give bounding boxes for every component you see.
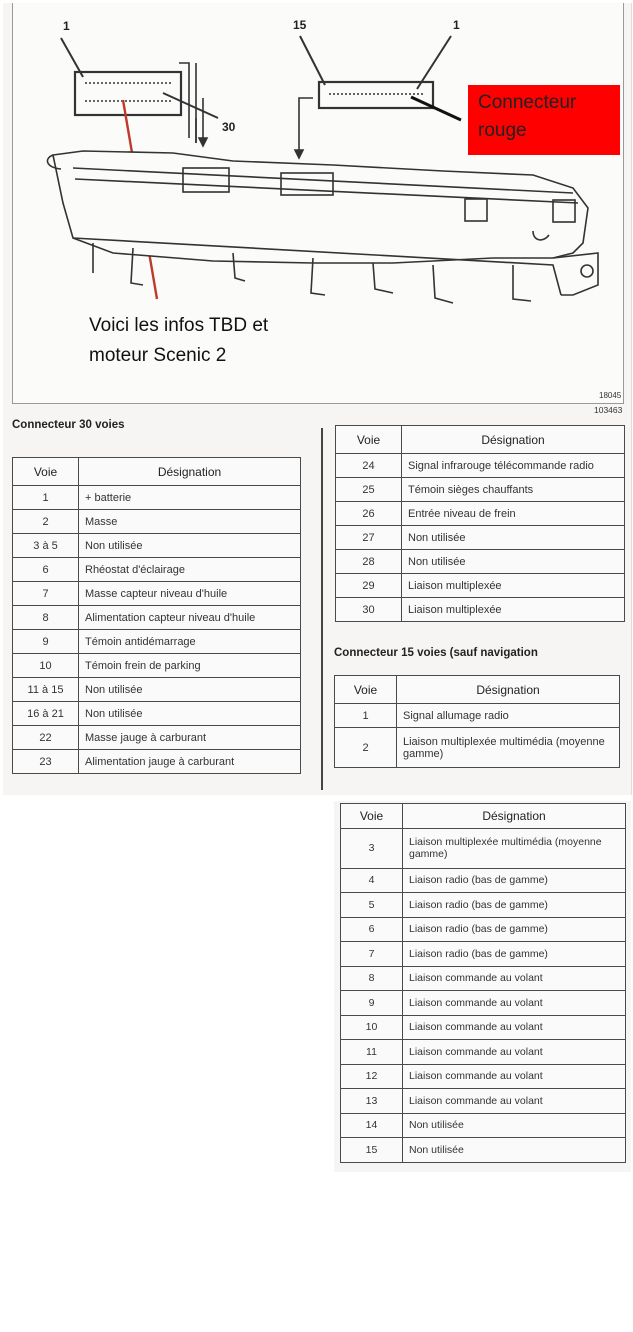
table-row xyxy=(341,917,626,942)
table-row xyxy=(13,558,301,582)
table-30-voies-part1 xyxy=(12,457,301,774)
table-row xyxy=(341,1113,626,1138)
pin-label-30: 30 xyxy=(222,120,236,134)
voie-cell: 12 xyxy=(341,1064,403,1089)
table-15-voies-part2 xyxy=(340,803,626,1163)
table-body xyxy=(336,454,625,622)
voie-cell: 13 xyxy=(341,1089,403,1114)
table-row xyxy=(13,702,301,726)
designation-cell: Masse capteur niveau d'huile xyxy=(79,582,301,606)
pin-label-1-right: 1 xyxy=(453,18,460,32)
table-row xyxy=(336,454,625,478)
table-row xyxy=(13,678,301,702)
designation-cell: Liaison commande au volant xyxy=(403,1064,626,1089)
designation-cell: Liaison commande au volant xyxy=(403,1040,626,1065)
voie-cell: 23 xyxy=(13,750,79,774)
voie-cell: 6 xyxy=(13,558,79,582)
pin-label-1-left: 1 xyxy=(63,19,70,33)
voie-cell: 14 xyxy=(341,1113,403,1138)
table-row xyxy=(13,606,301,630)
table-row xyxy=(341,966,626,991)
figure-ref-number: 103463 xyxy=(594,405,623,415)
table-row xyxy=(336,478,625,502)
designation-cell: Témoin sièges chauffants xyxy=(402,478,625,502)
pin-label-15: 15 xyxy=(293,18,307,32)
col-header-voie: Voie xyxy=(341,804,403,829)
table-row xyxy=(336,598,625,622)
voie-cell: 2 xyxy=(335,728,397,768)
table-body xyxy=(341,828,626,1162)
table-row xyxy=(13,510,301,534)
section-title-15-voies: Connecteur 15 voies (sauf navigation xyxy=(334,647,538,659)
designation-cell: Non utilisée xyxy=(402,526,625,550)
designation-cell: Liaison commande au volant xyxy=(403,966,626,991)
table-row xyxy=(13,750,301,774)
designation-cell: Liaison radio (bas de gamme) xyxy=(403,893,626,918)
table-15-voies-part1 xyxy=(334,675,620,768)
designation-cell: Non utilisée xyxy=(402,550,625,574)
table-row xyxy=(13,726,301,750)
designation-cell: Liaison multiplexée multimédia (moyenne gamme) xyxy=(397,728,620,768)
designation-cell: Liaison commande au volant xyxy=(403,1015,626,1040)
table-30-voies-part2 xyxy=(335,425,625,622)
table-body xyxy=(335,704,620,768)
voie-cell: 1 xyxy=(13,486,79,510)
voie-cell: 10 xyxy=(13,654,79,678)
voie-cell: 7 xyxy=(13,582,79,606)
voie-cell: 9 xyxy=(341,991,403,1016)
table-row xyxy=(341,1089,626,1114)
designation-cell: + batterie xyxy=(79,486,301,510)
table-row xyxy=(335,704,620,728)
designation-cell: Masse jauge à carburant xyxy=(79,726,301,750)
designation-cell: Liaison commande au volant xyxy=(403,991,626,1016)
table-row xyxy=(335,728,620,768)
manual-photo-top xyxy=(3,3,632,795)
voie-cell: 10 xyxy=(341,1015,403,1040)
designation-cell: Non utilisée xyxy=(403,1113,626,1138)
manual-photo-bottom xyxy=(334,801,631,1172)
voie-cell: 2 xyxy=(13,510,79,534)
red-connector-callout: Connecteur rouge xyxy=(468,85,620,155)
voie-cell: 15 xyxy=(341,1138,403,1163)
column-divider xyxy=(321,428,323,790)
table-row xyxy=(341,1064,626,1089)
voie-cell: 30 xyxy=(336,598,402,622)
table-row xyxy=(336,526,625,550)
col-header-designation: Désignation xyxy=(402,426,625,454)
designation-cell: Liaison radio (bas de gamme) xyxy=(403,868,626,893)
designation-cell: Alimentation jauge à carburant xyxy=(79,750,301,774)
voie-cell: 4 xyxy=(341,868,403,893)
table-body xyxy=(13,486,301,774)
voie-cell: 29 xyxy=(336,574,402,598)
table-row xyxy=(341,991,626,1016)
col-header-voie: Voie xyxy=(336,426,402,454)
voie-cell: 3 à 5 xyxy=(13,534,79,558)
designation-cell: Entrée niveau de frein xyxy=(402,502,625,526)
voie-cell: 11 xyxy=(341,1040,403,1065)
col-header-designation: Désignation xyxy=(79,458,301,486)
voie-cell: 25 xyxy=(336,478,402,502)
col-header-voie: Voie xyxy=(335,676,397,704)
designation-cell: Non utilisée xyxy=(403,1138,626,1163)
voie-cell: 3 xyxy=(341,828,403,868)
col-header-designation: Désignation xyxy=(397,676,620,704)
section-title-30-voies: Connecteur 30 voies xyxy=(12,419,125,431)
voie-cell: 9 xyxy=(13,630,79,654)
voie-cell: 24 xyxy=(336,454,402,478)
table-row xyxy=(341,1138,626,1163)
table-row xyxy=(341,942,626,967)
table-row xyxy=(336,502,625,526)
voie-cell: 7 xyxy=(341,942,403,967)
table-row xyxy=(341,893,626,918)
designation-cell: Rhéostat d'éclairage xyxy=(79,558,301,582)
voie-cell: 26 xyxy=(336,502,402,526)
designation-cell: Non utilisée xyxy=(79,534,301,558)
designation-cell: Témoin frein de parking xyxy=(79,654,301,678)
designation-cell: Liaison multiplexée xyxy=(402,574,625,598)
table-row xyxy=(13,582,301,606)
voie-cell: 5 xyxy=(341,893,403,918)
designation-cell: Liaison multiplexée xyxy=(402,598,625,622)
designation-cell: Non utilisée xyxy=(79,678,301,702)
table-row xyxy=(341,1040,626,1065)
designation-cell: Liaison radio (bas de gamme) xyxy=(403,942,626,967)
table-row xyxy=(336,574,625,598)
voie-cell: 8 xyxy=(13,606,79,630)
designation-cell: Témoin antidémarrage xyxy=(79,630,301,654)
table-row xyxy=(13,654,301,678)
voie-cell: 8 xyxy=(341,966,403,991)
voie-cell: 22 xyxy=(13,726,79,750)
voie-cell: 27 xyxy=(336,526,402,550)
table-row xyxy=(341,1015,626,1040)
table-row xyxy=(336,550,625,574)
table-row xyxy=(341,828,626,868)
col-header-designation: Désignation xyxy=(403,804,626,829)
voie-cell: 1 xyxy=(335,704,397,728)
figure-ref-small: 18045 xyxy=(599,391,622,400)
designation-cell: Masse xyxy=(79,510,301,534)
voie-cell: 28 xyxy=(336,550,402,574)
designation-cell: Alimentation capteur niveau d'huile xyxy=(79,606,301,630)
voie-cell: 16 à 21 xyxy=(13,702,79,726)
col-header-voie: Voie xyxy=(13,458,79,486)
designation-cell: Liaison commande au volant xyxy=(403,1089,626,1114)
designation-cell: Signal allumage radio xyxy=(397,704,620,728)
table-row xyxy=(13,534,301,558)
annotation-note: Voici les infos TBD et moteur Scenic 2 xyxy=(89,315,269,366)
voie-cell: 11 à 15 xyxy=(13,678,79,702)
designation-cell: Signal infrarouge télécommande radio xyxy=(402,454,625,478)
table-row xyxy=(13,630,301,654)
table-row xyxy=(341,868,626,893)
designation-cell: Liaison multiplexée multimédia (moyenne gamme) xyxy=(403,828,626,868)
connector-diagram xyxy=(12,3,624,404)
designation-cell: Non utilisée xyxy=(79,702,301,726)
voie-cell: 6 xyxy=(341,917,403,942)
designation-cell: Liaison radio (bas de gamme) xyxy=(403,917,626,942)
table-row xyxy=(13,486,301,510)
